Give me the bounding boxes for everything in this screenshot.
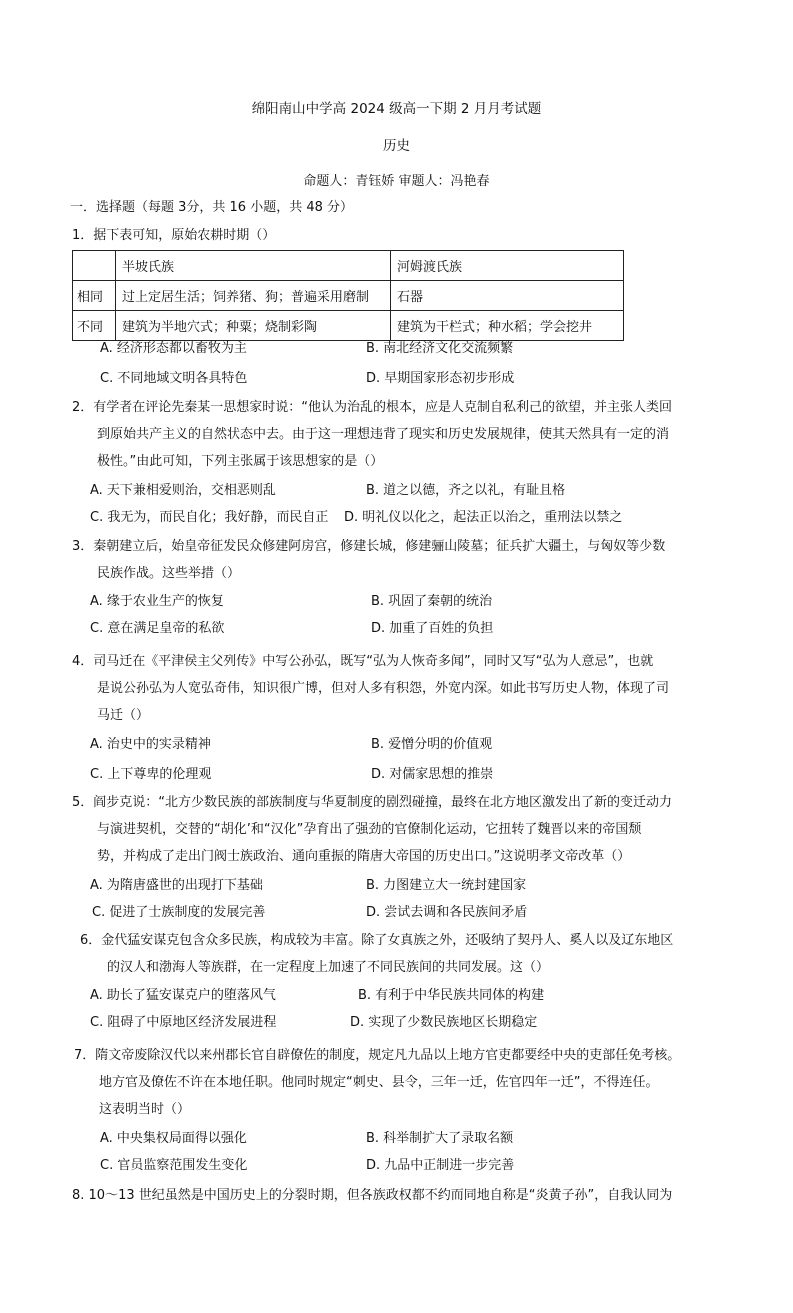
- table-row-label: 相同: [73, 281, 116, 311]
- question-7-line: 7．隋文帝废除汉代以来州郡长官自辟僚佐的制度，规定凡九品以上地方官吏都要经中央的吏部任免考核。: [74, 1048, 681, 1063]
- table-cell: 石器: [391, 281, 624, 311]
- q5-option-b: B. 力图建立大一统封建国家: [366, 878, 527, 893]
- table-cell: 过上定居生活；饲养猪、狗；普遍采用磨制: [116, 281, 391, 311]
- q6-option-a: A. 助长了猛安谋克户的堕落风气: [90, 988, 276, 1003]
- q2-option-c: C. 我无为，而民自化；我好静，而民自正: [90, 510, 329, 525]
- q4-option-d: D. 对儒家思想的推崇: [371, 767, 494, 782]
- question-7-line: 这表明当时（）: [99, 1102, 191, 1117]
- question-3-line: 3．秦朝建立后，始皇帝征发民众修建阿房宫，修建长城，修建骊山陵墓；征兵扩大疆土，与匈奴等少数: [72, 539, 666, 554]
- q1-option-a: A. 经济形态都以畜牧为主: [100, 341, 247, 356]
- question-2-line: 极性。”由此可知，下列主张属于该思想家的是（）: [97, 454, 384, 469]
- q1-option-c: C. 不同地域文明各具特色: [100, 371, 248, 386]
- q6-option-c: C. 阻碍了中原地区经济发展进程: [90, 1015, 277, 1030]
- q7-option-b: B. 科举制扩大了录取名额: [366, 1131, 514, 1146]
- table-header-banpo: 半坡氏族: [116, 251, 391, 281]
- section-heading: 一．选择题（每题 3分，共 16 小题，共 48 分）: [70, 200, 354, 215]
- comparison-table: [72, 250, 624, 341]
- question-8-line: 8. 10～13 世纪虽然是中国历史上的分裂时期，但各族政权都不约而同地自称是“炎黄子孙”，自我认同为: [72, 1188, 673, 1203]
- question-7-line: 地方官及僚佐不许在本地任职。他同时规定“刺史、县令，三年一迁，佐官四年一迁”，不得连任。: [99, 1075, 659, 1090]
- q5-option-c: C. 促进了士族制度的发展完善: [92, 905, 266, 920]
- q7-option-c: C. 官员监察范围发生变化: [100, 1158, 248, 1173]
- table-row: [73, 311, 624, 341]
- authors-line: 命题人：青钰娇 审题人：冯艳春: [303, 174, 490, 189]
- table-row-label: 不同: [73, 311, 116, 341]
- q3-option-d: D. 加重了百姓的负担: [371, 621, 494, 636]
- q5-option-d: D. 尝试去调和各民族间矛盾: [366, 905, 528, 920]
- q5-option-a: A. 为隋唐盛世的出现打下基础: [90, 878, 263, 893]
- question-6-line: 6．金代猛安谋克包含众多民族，构成较为丰富。除了女真族之外，还吸纳了契丹人、奚人以及辽东地区: [80, 933, 674, 948]
- question-4-line: 马迁（）: [97, 708, 150, 723]
- q2-option-b: B. 道之以德，齐之以礼，有耻且格: [366, 483, 566, 498]
- table-cell: 建筑为半地穴式；种粟；烧制彩陶: [116, 311, 391, 341]
- question-4-line: 是说公孙弘为人宽弘奇伟，知识很广博，但对人多有积怨，外宽内深。如此书写历史人物，体现了司: [97, 681, 670, 696]
- q7-option-d: D. 九品中正制进一步完善: [366, 1158, 515, 1173]
- q4-option-a: A. 治史中的实录精神: [90, 737, 211, 752]
- q2-option-a: A. 天下兼相爱则治，交相恶则乱: [90, 483, 276, 498]
- exam-title: 绵阳南山中学高 2024 级高一下期 2 月月考试题: [251, 101, 542, 117]
- q4-option-c: C. 上下尊卑的伦理观: [90, 767, 212, 782]
- question-3-line: 民族作战。这些举措（）: [97, 566, 241, 581]
- q7-option-a: A. 中央集权局面得以强化: [100, 1131, 247, 1146]
- q6-option-d: D. 实现了少数民族地区长期稳定: [350, 1015, 538, 1030]
- table-cell: 建筑为干栏式；种水稻；学会挖井: [391, 311, 624, 341]
- question-6-line: 的汉人和渤海人等族群，在一定程度上加速了不同民族间的共同发展。这（）: [107, 960, 550, 975]
- q1-option-b: B. 南北经济文化交流频繁: [366, 341, 514, 356]
- q3-option-a: A. 缘于农业生产的恢复: [90, 594, 224, 609]
- table-cell: [73, 251, 116, 281]
- question-2-line: 到原始共产主义的自然状态中去。由于这一理想违背了现实和历史发展规律，使其天然具有一定的消: [97, 427, 670, 442]
- question-5-line: 5．阎步克说：“北方少数民族的部族制度与华夏制度的剧烈碰撞，最终在北方地区激发出了新的变迁动力: [72, 795, 673, 810]
- q6-option-b: B. 有利于中华民族共同体的构建: [358, 988, 545, 1003]
- q2-option-d: D. 明礼仪以化之，起法正以治之，重刑法以禁之: [344, 510, 623, 525]
- table-header-hemudu: 河姆渡氏族: [391, 251, 624, 281]
- q3-option-c: C. 意在满足皇帝的私欲: [90, 621, 225, 636]
- table-row: [73, 251, 624, 281]
- question-2-line: 2．有学者在评论先秦某一思想家时说：“他认为治乱的根本，应是人克制自私利己的欲望，并主张人类回: [72, 400, 673, 415]
- question-5-line: 与演进契机，交替的“胡化’和“汉化”孕育出了强劲的官僚制化运动，它扭转了魏晋以来的帝国颓: [97, 822, 642, 837]
- table-row: [73, 281, 624, 311]
- q3-option-b: B. 巩固了秦朝的统治: [371, 594, 493, 609]
- q4-option-b: B. 爱憎分明的价值观: [371, 737, 493, 752]
- question-4-line: 4．司马迁在《平津侯主父列传》中写公孙弘，既写“弘为人恢奇多闻”，同时又写“弘为人意忌”，也就: [72, 654, 654, 669]
- question-1-stem: 1．据下表可知，原始农耕时期（）: [72, 228, 276, 243]
- subject-title: 历史: [383, 138, 410, 154]
- question-5-line: 势，并构成了走出门阀士族政治、通向重振的隋唐大帝国的历史出口。”这说明孝文帝改革（）: [97, 849, 631, 864]
- q1-option-d: D. 早期国家形态初步形成: [366, 371, 515, 386]
